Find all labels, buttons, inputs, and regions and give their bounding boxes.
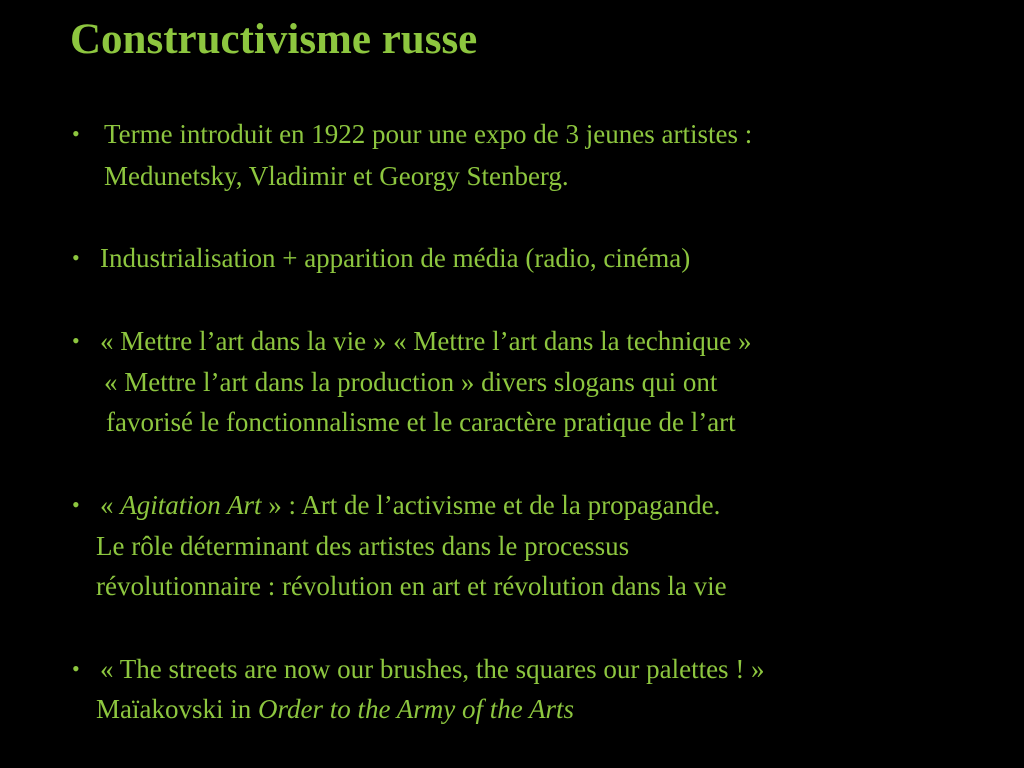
bullet-2-line-1: Industrialisation + apparition de média (radio, cinéma) xyxy=(100,243,691,273)
bullet-4-line-1 xyxy=(100,488,720,522)
bullet-4-suffix: » : Art de l’activisme et de la propagande. xyxy=(261,490,721,520)
bullet-marker: • xyxy=(72,656,80,681)
bullet-4-line-3: révolutionnaire : révolution en art et révolution dans la vie xyxy=(96,571,727,601)
bullet-5-attribution: Maïakovski in xyxy=(96,694,258,724)
bullet-4-line-2: Le rôle déterminant des artistes dans le processus xyxy=(96,531,630,561)
bullet-5-line-2 xyxy=(96,692,574,726)
bullet-marker: • xyxy=(72,245,80,270)
agitation-art-term: Agitation Art xyxy=(120,490,262,520)
bullet-3-line-3: favorisé le fonctionnalisme et le caractère pratique de l’art xyxy=(106,407,736,437)
bullet-marker: • xyxy=(72,121,80,146)
bullet-marker: • xyxy=(72,328,80,353)
bullet-3-line-1: « Mettre l’art dans la vie » « Mettre l’art dans la technique » xyxy=(100,326,752,356)
bullet-3-line-2: « Mettre l’art dans la production » divers slogans qui ont xyxy=(104,367,718,397)
bullet-marker: • xyxy=(72,492,80,517)
bullet-1-line-1: Terme introduit en 1922 pour une expo de 3 jeunes artistes : xyxy=(104,119,753,149)
slide-title: Constructivisme russe xyxy=(70,16,478,63)
bullet-4-prefix: « xyxy=(100,490,121,520)
bullet-1-line-2: Medunetsky, Vladimir et Georgy Stenberg. xyxy=(104,161,569,191)
work-title: Order to the Army of the Arts xyxy=(258,694,574,724)
bullet-5-line-1: « The streets are now our brushes, the squares our palettes ! » xyxy=(100,654,765,684)
